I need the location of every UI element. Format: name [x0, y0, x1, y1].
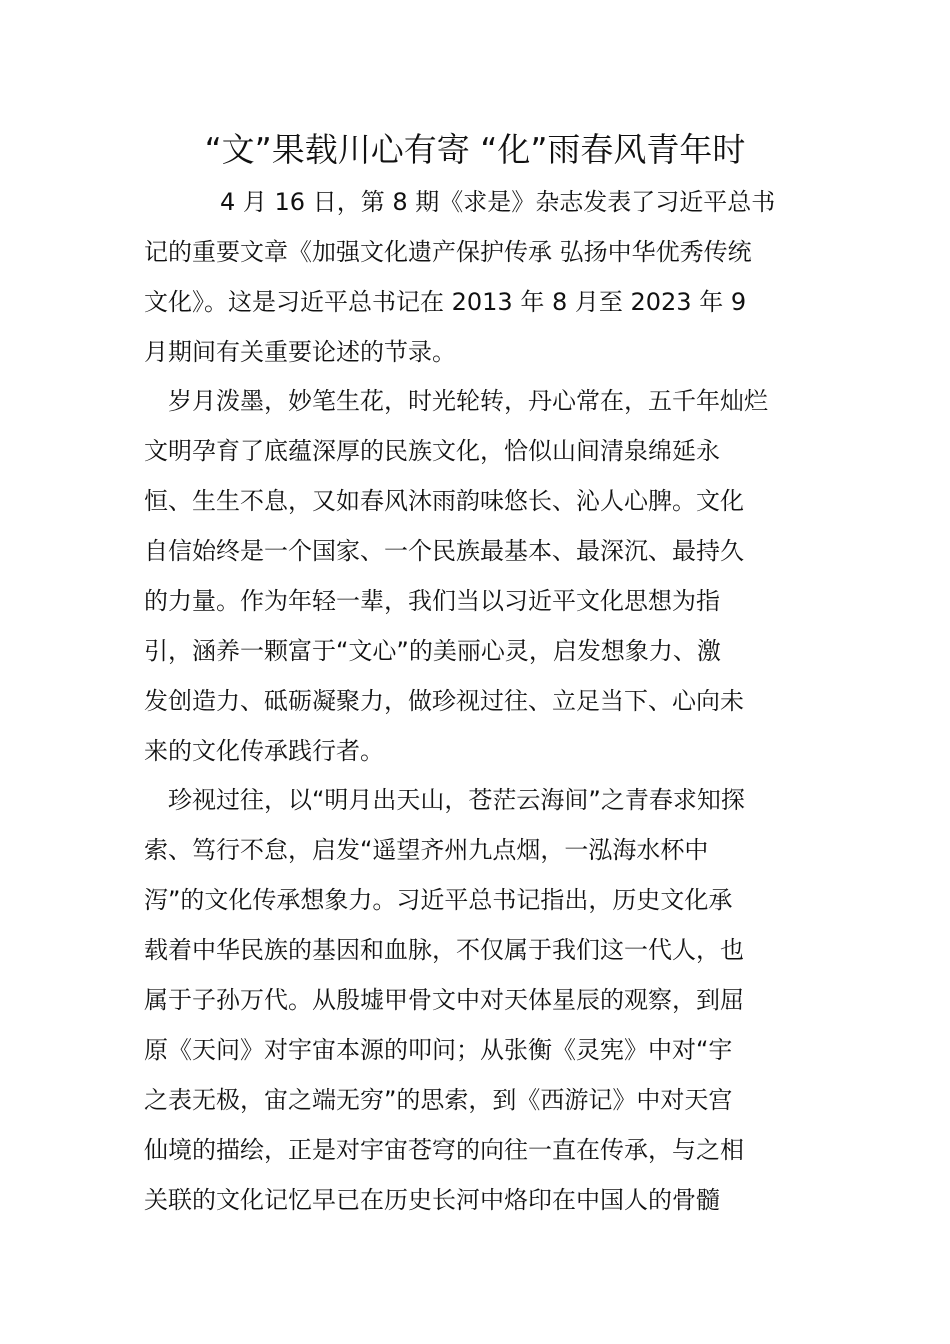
paragraph-3-line-6: 原《天问》对宇宙本源的叩问；从张衡《灵宪》中对“宇: [144, 1036, 733, 1064]
paragraph-2-line-5: 的力量。作为年轻一辈，我们当以习近平文化思想为指: [144, 587, 720, 615]
paragraph-3-line-8: 仙境的描绘，正是对宇宙苍穹的向往一直在传承，与之相: [144, 1136, 744, 1164]
paragraph-2-line-6: 引，涵养一颗富于“文心”的美丽心灵，启发想象力、激: [144, 637, 721, 665]
paragraph-3-line-2: 索、笃行不怠，启发“遥望齐州九点烟，一泓海水杯中: [144, 836, 709, 864]
paragraph-3-line-9: 关联的文化记忆早已在历史长河中烙印在中国人的骨髓: [144, 1186, 720, 1214]
paragraph-1-line-3: 文化》。这是习近平总书记在 2013 年 8 月至 2023 年 9: [144, 288, 747, 316]
paragraph-2-line-4: 自信始终是一个国家、一个民族最基本、最深沉、最持久: [144, 537, 744, 565]
paragraph-3-line-7: 之表无极，宙之端无穷”的思索，到《西游记》中对天宫: [144, 1086, 733, 1114]
paragraph-2-line-1: 岁月泼墨，妙笔生花，时光轮转，丹心常在，五千年灿烂: [168, 387, 768, 415]
paragraph-1-line-4: 月期间有关重要论述的节录。: [144, 338, 456, 366]
paragraph-3-line-3: 泻”的文化传承想象力。习近平总书记指出，历史文化承: [144, 886, 733, 914]
paragraph-3-line-5: 属于子孙万代。从殷墟甲骨文中对天体星辰的观察，到屈: [144, 986, 744, 1014]
paragraph-3-line-4: 载着中华民族的基因和血脉，不仅属于我们这一代人，也: [144, 936, 744, 964]
paragraph-1-line-1: 4 月 16 日，第 8 期《求是》杂志发表了习近平总书: [220, 188, 776, 216]
paragraph-2-line-8: 来的文化传承践行者。: [144, 737, 384, 765]
paragraph-2-line-3: 恒、生生不息，又如春风沐雨韵味悠长、沁人心脾。文化: [144, 487, 744, 515]
paragraph-2-line-7: 发创造力、砥砺凝聚力，做珍视过往、立足当下、心向未: [144, 687, 744, 715]
paragraph-2-line-2: 文明孕育了底蕴深厚的民族文化，恰似山间清泉绵延永: [144, 437, 720, 465]
document-title: “文”果载川心有寄 “化”雨春风青年时: [204, 130, 746, 169]
paragraph-1-line-2: 记的重要文章《加强文化遗产保护传承 弘扬中华优秀传统: [144, 238, 752, 266]
paragraph-3-line-1: 珍视过往，以“明月出天山，苍茫云海间”之青春求知探: [168, 786, 745, 814]
